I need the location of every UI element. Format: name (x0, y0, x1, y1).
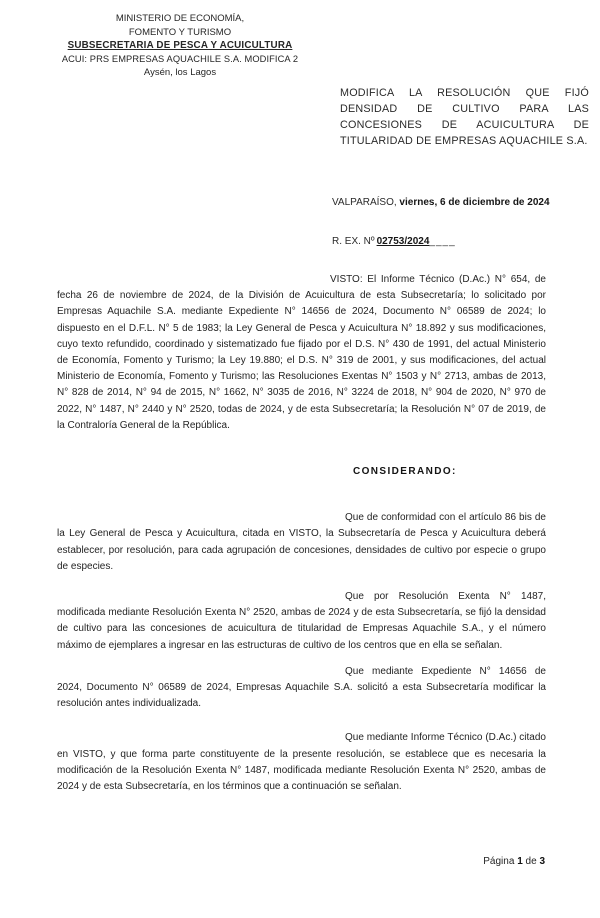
considerando-heading: CONSIDERANDO: (353, 466, 457, 478)
document-body (57, 272, 546, 795)
footer-page-number: 1 (517, 856, 523, 867)
footer-label: Página (483, 856, 518, 867)
resolution-number-blank: ____ (429, 236, 456, 247)
dateline-city: VALPARAÍSO, (332, 197, 397, 208)
page-footer (483, 856, 545, 867)
subsecretaria-line: SUBSECRETARIA DE PESCA Y ACUICULTURA (67, 40, 293, 51)
considerando-paragraph-4: Que mediante Informe Técnico (D.Ac.) citado en VISTO, y que forma parte constituyente de la presente resolución, se establece que es necesaria la modificación de la Resolución Exenta N° 1487, modificada mediante Resolución Exenta N° 2520, ambas de 2024 y de esta Subsecretaría, en los términos que a continuación se señalan. (57, 732, 546, 793)
resolution-number-label: R. EX. Nº (332, 236, 375, 247)
resolution-number-value: 02753/2024 (376, 236, 430, 247)
considerando-paragraph-2: Que por Resolución Exenta N° 1487, modificada mediante Resolución Exenta N° 2520, ambas de 2024 y de esta Subsecretaría, se fijó la densidad de cultivo para las concesiones de acuicultura de titularidad de Empresas Aquachile S.A., y el número máximo de ejemplares a ingresar en las estructuras de cultivo de los centros que en ella se señalan. (57, 591, 546, 651)
ministry-line-2: FOMENTO Y TURISMO (128, 26, 232, 38)
dateline (332, 197, 550, 208)
resolution-title: MODIFICA LA RESOLUCIÓN QUE FIJÓ DENSIDAD DE CULTIVO PARA LAS CONCESIONES DE ACUICULTURA DE TITULARIDAD DE EMPRESAS AQUACHILE S.A. (340, 87, 589, 147)
visto-paragraph (57, 272, 546, 434)
footer-separator: de (522, 856, 540, 867)
letterhead (44, 12, 316, 80)
ministry-line-1: MINISTERIO DE ECONOMÍA, (115, 13, 245, 24)
resolution-number-line (332, 236, 456, 247)
regions-line: Aysén, los Lagos (143, 67, 217, 78)
considerando-paragraph-3: Que mediante Expediente N° 14656 de 2024, Documento N° 06589 de 2024, Empresas Aquachile S.A. solicitó a esta Subsecretaría modificar la resolución antes individualizada. (57, 665, 546, 710)
visto-lead: VISTO: (330, 274, 368, 285)
dateline-date: viernes, 6 de diciembre de 2024 (396, 197, 550, 208)
footer-total-pages: 3 (539, 856, 545, 867)
file-reference-line: ACUI: PRS EMPRESAS AQUACHILE S.A. MODIFICA 2 (61, 53, 299, 64)
visto-text: El Informe Técnico (D.Ac.) N° 654, de fecha 26 de noviembre de 2024, de la División de Acuicultura de esta Subsecretaría; lo solicitado por Empresas Aquachile S.A. mediante Expediente N° 14656 de 2024, Documento N° 06589 de 2024; lo dispuesto en el D.F.L. N° 5 de 1983; la Ley General de Pesca y Acuicultura N° 18.892 y sus modificaciones, cuyo texto refundido, coordinado y sistematizado fue fijado por el D.S. N° 430 de 1991, del actual Ministerio de Economía, Fomento y Turismo; la Ley 19.880; el D.S. N° 319 de 2001, y sus modificaciones, del actual Ministerio de Economía, Fomento y Turismo; las Resoluciones Exentas N° 1503 y N° 2713, ambas de 2013, N° 828 de 2014, N° 94 de 2015, N° 1662, N° 3035 de 2016, N° 3224 de 2018, N° 904 de 2020, N° 970 de 2022, N° 1487, N° 2440 y N° 2520, todas de 2024, y de esta Subsecretaría; la Resolución N° 07 de 2019, de la Contraloría General de la República. (57, 274, 546, 431)
considerando-paragraph-1: Que de conformidad con el artículo 86 bis de la Ley General de Pesca y Acuicultura, citada en VISTO, la Subsecretaría de Pesca y Acuicultura deberá establecer, por resolución, para cada agrupación de concesiones, densidades de cultivo por especie o grupo de especies. (57, 512, 546, 572)
